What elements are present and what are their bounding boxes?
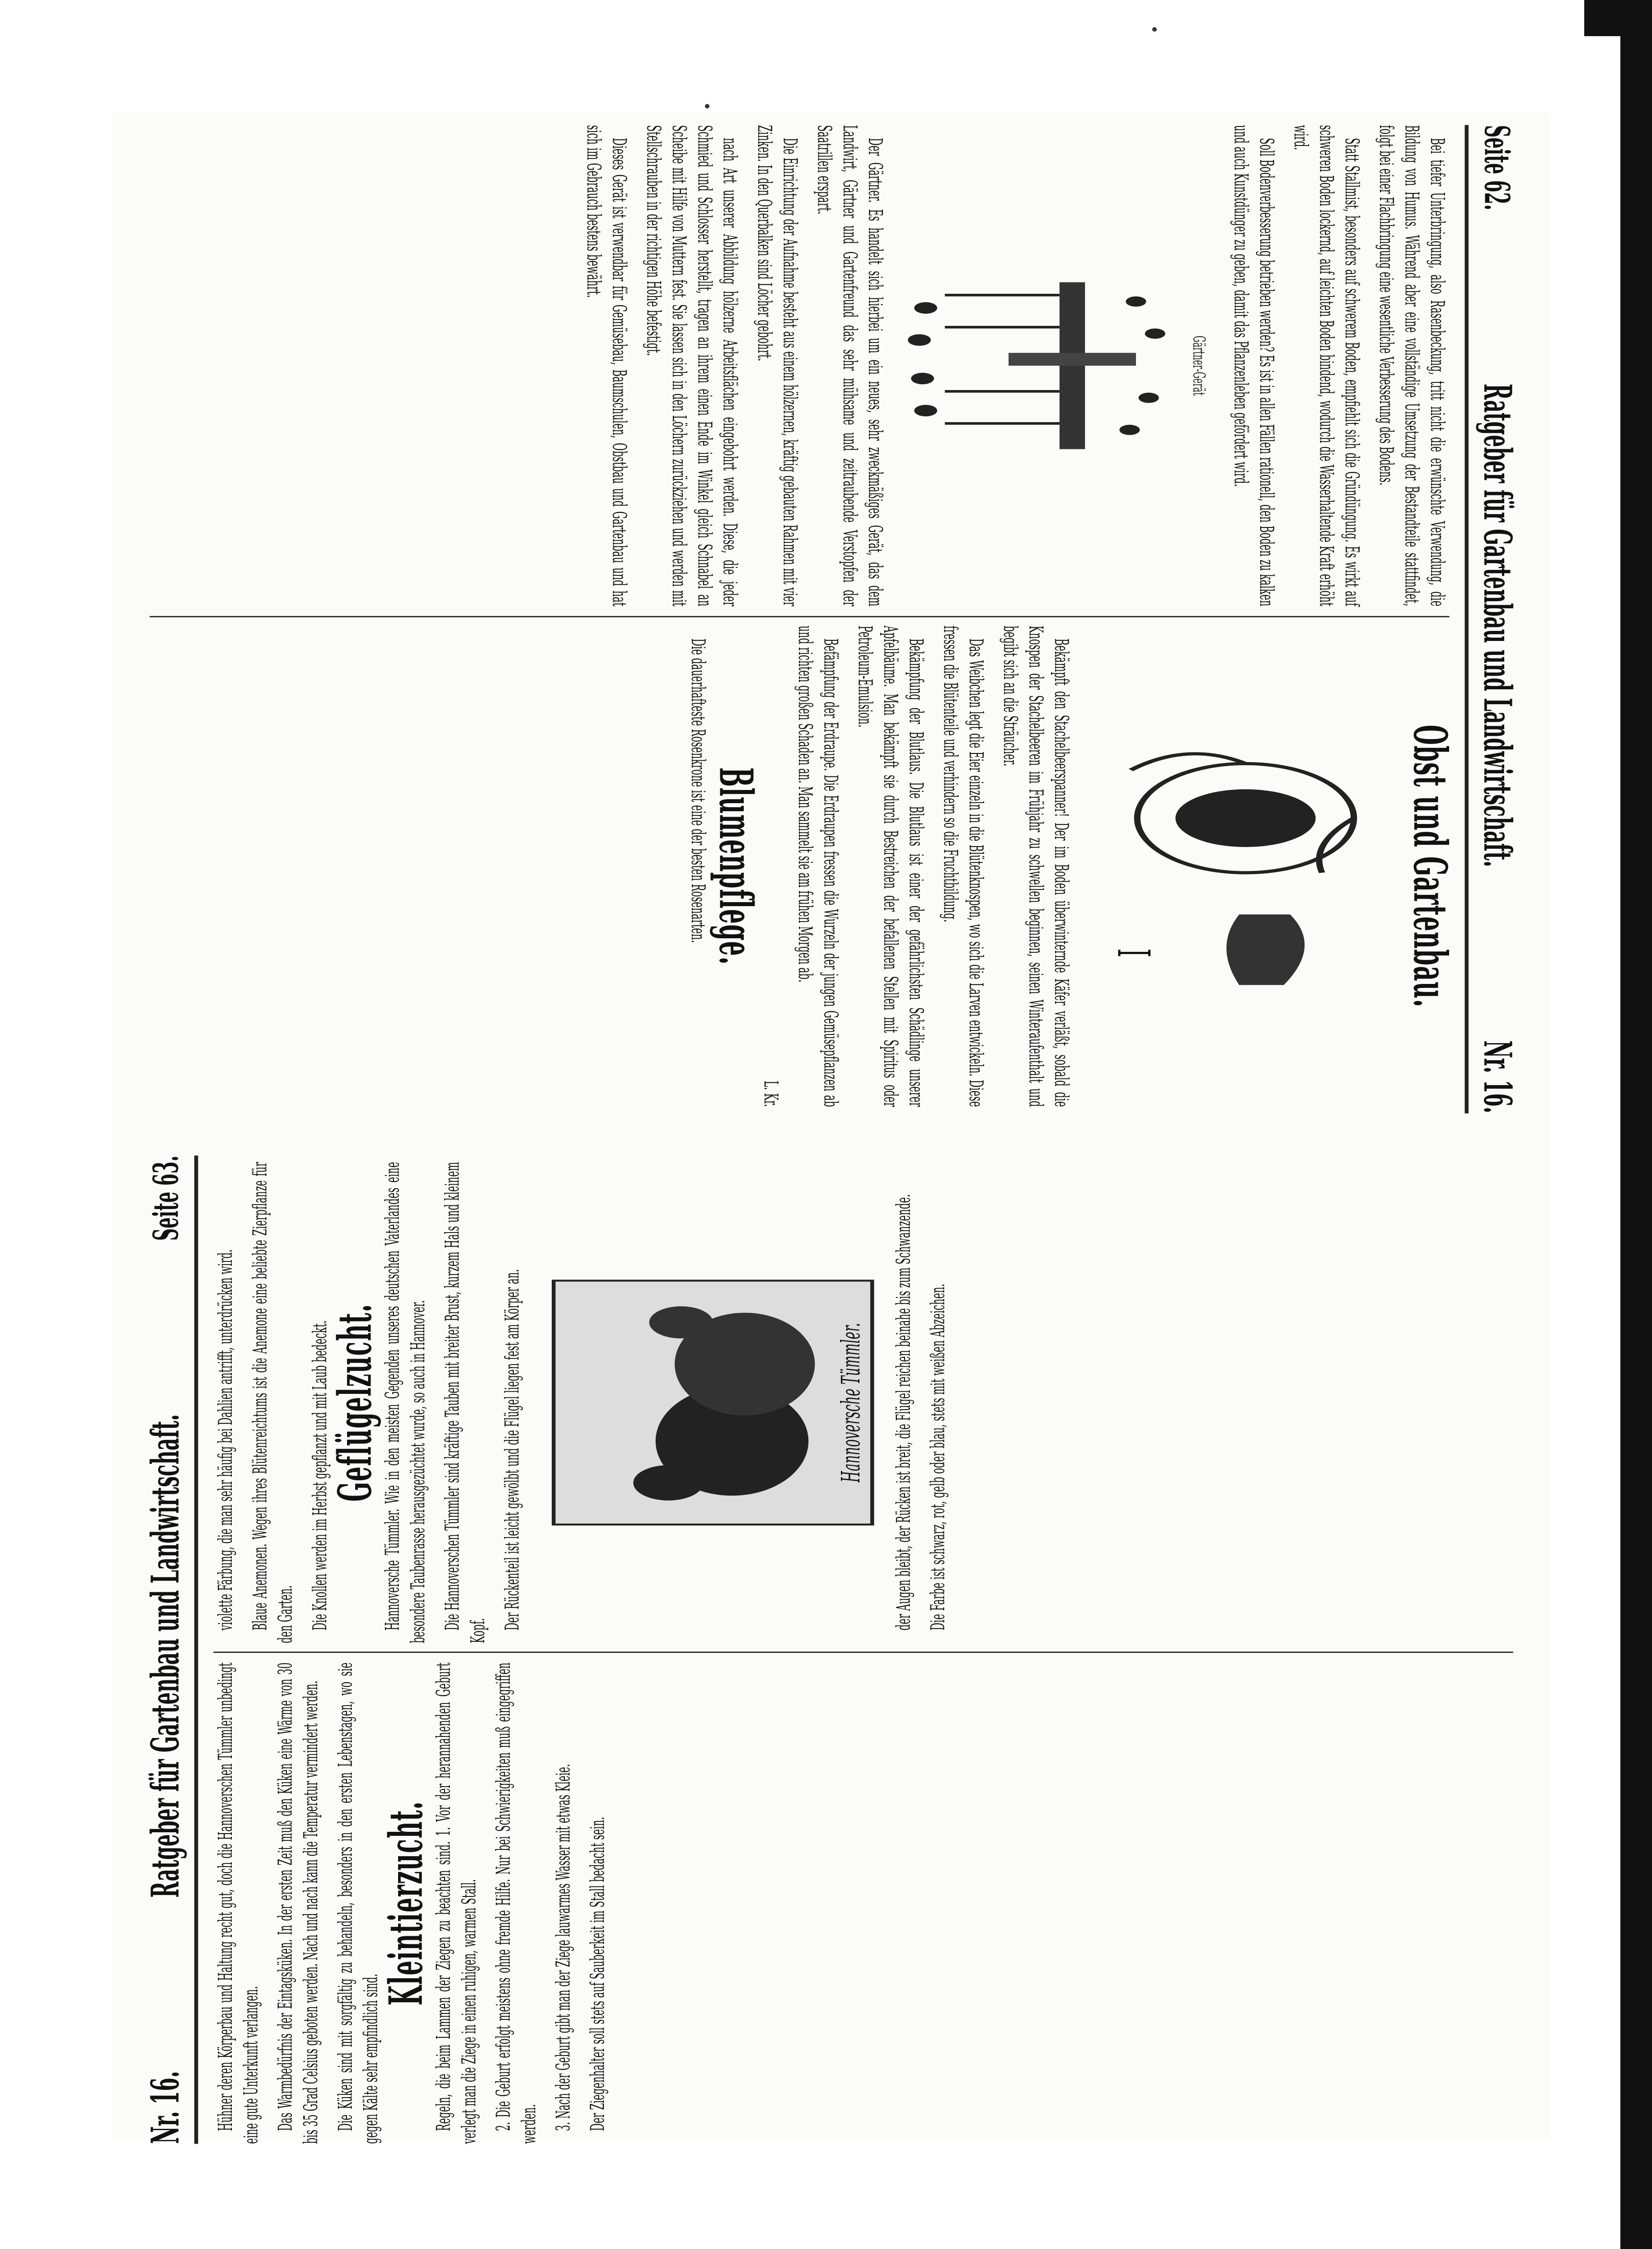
lower-page-title: Ratgeber für Gartenbau und Landwirtschaft. [143, 1414, 188, 1898]
lower-left-column [213, 1662, 1513, 2144]
paragraph: Die Hannoverschen Tümmler sind kräftige Tauben mit breiter Brust, kurzem Hals und kleinem Kopf. [441, 1162, 489, 1643]
paragraph: Regeln, die beim Lammen der Ziegen zu beachten sind. 1. Vor der herannahenden Geburt verlegt man die Ziege in einen ruhigen, warmen Stall. [432, 1662, 481, 2144]
lower-page [136, 1157, 1527, 2142]
upper-page-title: Ratgeber für Gartenbau und Landwirtschaft. [1475, 383, 1520, 867]
paragraph: Die Einrichtung der Aufnahme besteht aus einem hölzernen, kräftig gebauten Rahmen mit vier Zinken. In den Querbalken sind Löcher gebohrt. [753, 125, 801, 607]
section-title: Obst und Gartenbau. [1403, 725, 1458, 1008]
lower-right-column [213, 1162, 1513, 1643]
lower-page-issue: Nr. 16. [143, 2071, 188, 2144]
paragraph: Die Knollen werden im Herbst gepflanzt und mit Laub bedeckt. [309, 1320, 332, 1631]
paragraph: Hühner deren Körperbau und Haltung recht gut, doch die Hannoverschen Tümmler unbedingt eine gute Unterkunft verlangen. [215, 1662, 263, 2144]
paragraph: Statt Stallmist, besonders auf schwerem Boden, empfiehlt sich die Gründüngung. Es wirkt auf schweren Boden lockernd, auf leichten Boden bindend, wodurch die Wasserhaltende Kraft erhöht wird. [1289, 125, 1363, 607]
paragraph: Bekämpft den Stachelbeerspanner! Der im Boden überwinternde Käfer verläßt, sobald die Knospen der Stachelbeeren im Frühjahr zu schwellen beginnen, seinen Winteraufenthalt und begibt sich an die Sträucher. [999, 626, 1072, 1107]
paragraph: Bei tiefer Unterbringung, also Rasenbeckung, tritt nicht die erwünschte Verwendung, die Bildung von Humus. Während aber eine vollständige Umsetzung der Bestandteile stattfindet, folgt bei einer Flachbringung eine wesentliche Verbesserung des Bodens. [1375, 125, 1448, 607]
section-title: Kleintierzucht. [378, 1801, 433, 2006]
paragraph: Die Farbe ist schwarz, rot, gelb oder blau, stets mit weißen Abzeichen. [927, 1284, 949, 1631]
upper-right-column [150, 626, 1458, 1107]
paragraph: violette Färbung, die man sehr häufig bei Dahlien antrifft, unterdrücken wird. [215, 1249, 237, 1631]
lower-page-header [137, 1156, 198, 2144]
figure-caption: I [1107, 948, 1159, 958]
upper-page-header [1465, 125, 1526, 1114]
paragraph: Der Rückenteil ist leicht gewölbt und die Flügel liegen fest am Körper an. [501, 1269, 524, 1631]
paragraph: Das Weibchen legt die Eier einzeln in die Blütenknospen, wo sich die Larven entwickeln. Diese fressen die Blütenteile und verhindern so die Fruchtbildung. [939, 626, 987, 1107]
gardener-figure [887, 125, 1219, 607]
upper-page-issue: Nr. 16. [1475, 1040, 1520, 1114]
pigeon-illustration [541, 1274, 885, 1531]
paragraph: 3. Nach der Geburt gibt man der Ziege lauwarmes Wasser mit etwas Kleie. [552, 1764, 575, 2131]
author-signature: L. Kr. [759, 1080, 782, 1107]
paragraph: Hannoversche Tümmler. Wie in den meisten Gegenden unseres deutschen Vaterlandes eine besondere Taubenrasse herausgezüchtet wurde, so auch in Hannover. [381, 1162, 430, 1643]
section-title: Geflügelzucht. [327, 1303, 382, 1502]
figure-caption: Hannoversche Tümmler. [836, 1322, 866, 1482]
pigeon-figure [535, 1162, 892, 1643]
scanner-corner [1584, 0, 1652, 36]
figure-label: Gärtner-Gerät [1189, 335, 1209, 396]
lower-page-number: Seite 63. [145, 1155, 186, 1241]
paragraph: nach Art unserer Abbildung hölzerne Arbeitsflächen eingebohrt werden. Diese, die jeder Schmied und Schlosser herstellt, tragen an ihrem einen Ende im Winkel gleich Schnabel an Scheibe mit Hilfe von Muttern fest. Sie lassen sich in den Löchern zurückziehen und werden mit Stellschrauben in der richtigen Höhe befestigt. [642, 125, 741, 607]
paragraph: Befämpfung der Erdraupe. Die Erdraupen fressen die Wurzeln der jungen Gemüsepflanzen ab und richten großen Schaden an. Man sammelt sie am frühen Morgen ab. [793, 626, 842, 1107]
paragraph: Dieses Gerät ist verwendbar für Gemüsebau, Baumschulen, Obstbau und Gartenbau und hat sich im Gebrauch bestens bewährt. [582, 125, 630, 607]
column-divider [150, 616, 1449, 617]
beetle-flower-illustration [1080, 722, 1399, 1011]
paragraph: Die Küken sind mit sorgfältig zu behandeln, besonders in den ersten Lebenstagen, wo sie gegen Kälte sehr empfindlich sind. [334, 1662, 382, 2144]
paragraph: der Augen bleibt, der Rücken ist breit, die Flügel reichen beinahe bis zum Schwanzende. [892, 1194, 915, 1631]
paragraph: Bekämpfung der Blutlaus. Die Blutlaus ist einer der gefährlichsten Schädlinge unserer Apfelbäume. Man bekämpft sie durch Bestreichen der befallenen Stellen mit Spiritus oder Petroleum-Emulsion. [854, 626, 927, 1107]
paragraph: Die dauerhafteste Rosenkrone ist eine der besten Rosenarten. [686, 638, 709, 943]
scanner-edge [1620, 0, 1652, 2249]
paragraph: Der Ziegenhalter soll stets auf Sauberkeit im Stall bedacht sein. [587, 1816, 609, 2131]
paragraph: Blaue Anemonen. Wegen ihres Blütenreichtums ist die Anemone eine beliebte Zierpflanze für den Garten. [249, 1162, 297, 1643]
upper-page [136, 127, 1527, 1112]
paragraph: 2. Die Geburt erfolgt meistens ohne fremde Hilfe. Nur bei Schwierigkeiten muß eingegriffen werden. [492, 1662, 540, 2144]
upper-page-number: Seite 62. [1477, 125, 1518, 211]
upper-left-column [150, 125, 1449, 607]
paragraph: Der Gärtner. Es handelt sich hierbei um ein neues, sehr zweckmäßiges Gerät, das dem Landwirt, Gärtner und Gartenfreund das sehr mühsame und zeitraubende Verstopfen der Saatrillen erspart. [813, 125, 887, 607]
scan-speck [1152, 27, 1157, 32]
garden-tool-illustration [894, 269, 1212, 462]
paragraph: Das Warmbedürfnis der Eintagsküken. In der ersten Zeit muß den Küken eine Wärme von 30 bis 35 Grad Celsius geboten werden. Nach und nach kann die Temperatur vermindert werden. [274, 1662, 323, 2144]
scan-speck [705, 104, 709, 108]
beetle-figure [1074, 626, 1405, 1107]
section-title: Blumenpflege. [709, 767, 764, 965]
paragraph: Soll Bodenverbesserung betrieben werden? Es ist in allen Fällen rationell, den Boden zu kalken und auch Kunstdünger zu geben, damit das Pflanzenleben gefördert wird. [1230, 125, 1277, 607]
column-divider [213, 1651, 1513, 1653]
